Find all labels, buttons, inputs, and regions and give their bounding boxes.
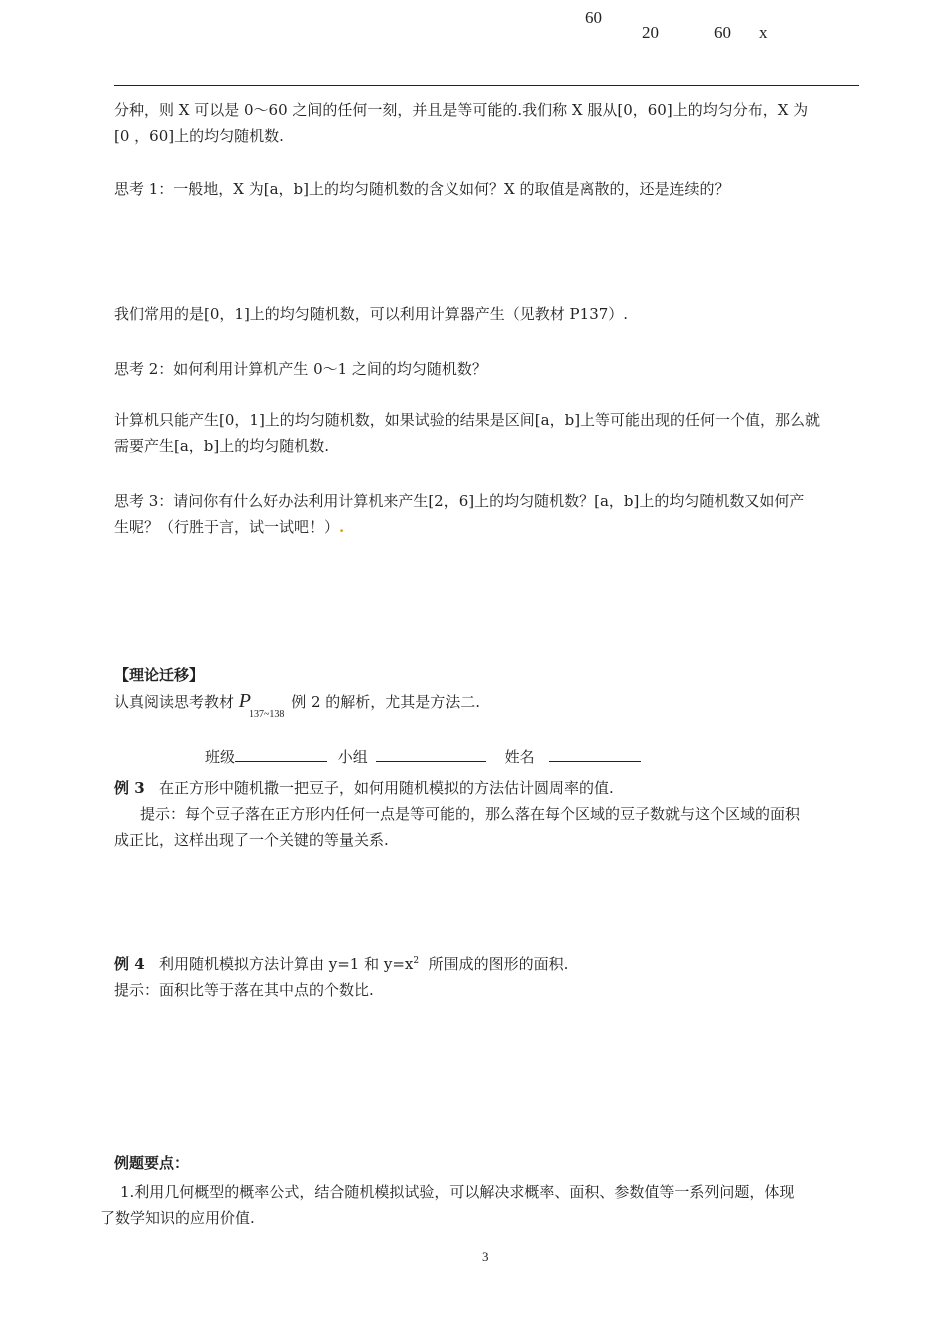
axis-label-20: 20 bbox=[642, 23, 659, 42]
p-subscript: 137~138 bbox=[249, 709, 285, 720]
paragraph-line: 需要产生[a，b]上的均匀随机数. bbox=[114, 437, 330, 455]
example-4-label: 例 4 bbox=[114, 955, 145, 973]
key-points-heading: 例题要点： bbox=[114, 1154, 190, 1172]
example-3-title bbox=[114, 775, 884, 801]
example-3-hint: 提示：每个豆子落在正方形内任何一点是等可能的，那么落在每个区域的豆子数就与这个区域的面积 bbox=[140, 805, 801, 823]
theory-heading: 【理论迁移】 bbox=[114, 666, 205, 684]
paragraph-uniform-distribution bbox=[114, 97, 884, 149]
example-4-hint: 提示：面积比等于落在其中点的个数比. bbox=[114, 981, 374, 999]
think-3 bbox=[114, 488, 884, 540]
paragraph-line: 分种，则 X 可以是 0～60 之间的任何一刻，并且是等可能的.我们称 X 服从[0，60]上的均匀分布，X 为 bbox=[114, 101, 809, 119]
example-4 bbox=[114, 948, 884, 1003]
read-suffix: 例 2 的解析，尤其是方法二. bbox=[291, 693, 481, 711]
read-prefix: 认真阅读思考教材 bbox=[114, 693, 235, 711]
example-3-text: 在正方形中随机撒一把豆子，如何用随机模拟的方法估计圆周率的值. bbox=[158, 779, 614, 797]
group-field[interactable] bbox=[376, 745, 486, 762]
think-1: 思考 1：一般地，X 为[a，b]上的均匀随机数的含义如何？X 的取值是离散的，还是连续的？ bbox=[114, 180, 730, 198]
name-label: 姓名 bbox=[504, 748, 535, 766]
axis-label-x: x bbox=[759, 23, 768, 42]
example-4-text-suffix: 所围成的图形的面积. bbox=[428, 955, 569, 973]
think-2: 思考 2：如何利用计算机产生 0～1 之间的均匀随机数？ bbox=[114, 360, 487, 378]
key-point-line: 了数学知识的应用价值. bbox=[100, 1209, 255, 1227]
group-label: 小组 bbox=[337, 748, 368, 766]
paragraph-line: [0 ，60]上的均匀随机数. bbox=[114, 127, 284, 145]
paragraph-common-random: 我们常用的是[0，1]上的均匀随机数，可以利用计算器产生（见教材 P137）. bbox=[114, 305, 629, 323]
example-4-title bbox=[114, 948, 884, 977]
exponent: 2 bbox=[413, 956, 420, 966]
think-3-line2-text: 生呢？（行胜于言，试一试吧！） bbox=[114, 518, 340, 536]
figure-axis-line bbox=[114, 85, 859, 86]
key-points-body bbox=[100, 1179, 880, 1231]
paragraph-line: 计算机只能产生[0，1]上的均匀随机数，如果试验的结果是区间[a，b]上等可能出现的任何一个值，那么就 bbox=[114, 411, 821, 429]
example-3-label: 例 3 bbox=[114, 779, 145, 797]
paragraph-line: 思考 3：请问你有什么好办法利用计算机来产生[2，6]上的均匀随机数？[a，b]上的均匀随机数又如何产 bbox=[114, 492, 805, 510]
name-field[interactable] bbox=[549, 745, 641, 762]
axis-label-60-top: 60 bbox=[585, 8, 602, 27]
dot-mark: . bbox=[339, 518, 345, 536]
p-symbol: P bbox=[238, 690, 252, 712]
page-number: 3 bbox=[482, 1249, 489, 1264]
theory-read-line bbox=[114, 686, 480, 720]
key-point-line: 1.利用几何概型的概率公式，结合随机模拟试验，可以解决求概率、面积、参数值等一系列问题，体现 bbox=[120, 1183, 795, 1201]
paragraph-computer-random bbox=[114, 407, 884, 459]
form-line bbox=[205, 745, 641, 767]
example-4-text: 利用随机模拟方法计算由 y=1 和 y=x bbox=[158, 955, 414, 973]
class-label: 班级 bbox=[205, 748, 236, 766]
axis-label-60: 60 bbox=[714, 23, 731, 42]
example-3 bbox=[114, 775, 884, 853]
paragraph-line bbox=[114, 514, 884, 540]
example-3-hint: 成正比，这样出现了一个关键的等量关系. bbox=[114, 831, 389, 849]
class-field[interactable] bbox=[235, 745, 327, 762]
